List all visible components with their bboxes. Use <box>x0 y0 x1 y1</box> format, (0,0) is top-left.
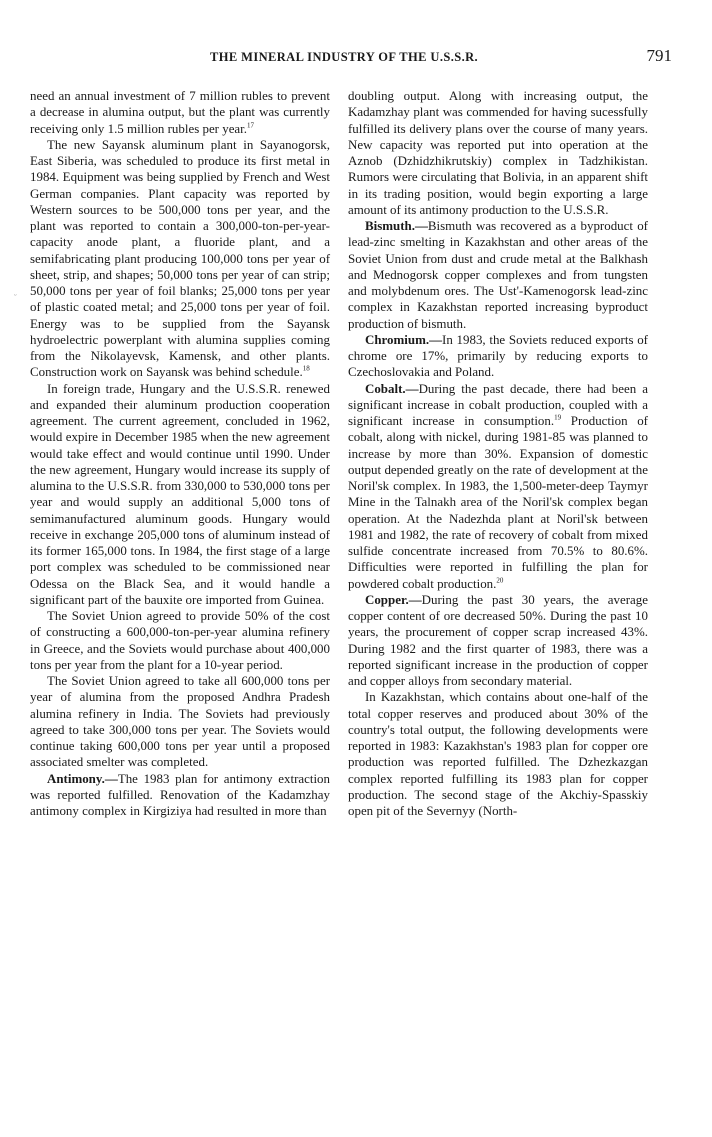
page-header <box>30 46 672 72</box>
footnote-ref: 19 <box>554 413 562 422</box>
paragraph <box>348 592 648 690</box>
margin-mark: ᵕ <box>14 290 17 300</box>
left-column <box>30 88 330 819</box>
paragraph-text: During the past 30 years, the average copper content of ore decreased 50%. During the past 10 years, the procurement of copper scrap increased 43%. During 1982 and the first quarter of 1983, there was a reported significant increase in the production of copper and copper alloys from secondary material. <box>348 591 648 688</box>
paragraph <box>348 381 648 592</box>
paragraph-text: Bismuth was recovered as a byproduct of lead-zinc smelting in Kazakhstan and other areas of the Soviet Union from dust and crude metal at the Balkhash and Mednogorsk copper complexes and from tungsten and molybdenum ores. The Ust'-Kamenogorsk lead-zinc complex in Kazakhstan reported increasing byproduct production of bismuth. <box>348 218 648 331</box>
section-lead-cobalt: Cobalt.— <box>365 380 419 396</box>
paragraph: The Soviet Union agreed to provide 50% of the cost of constructing a 600,000-ton-per-year alumina refinery in Greece, and the Soviets would purchase about 400,000 tons per year from the plant for a 10-year period. <box>30 608 330 672</box>
paragraph: In Kazakhstan, which contains about one-half of the total copper reserves and produced about 30% of the country's total output, the following developments were reported in 1983: Kazakhstan's 1983 plan for copper ore production was reported fulfilled. The Dzhezkazgan complex reported fulfilling its 1983 plan for copper production. The second stage of the Akchiy-Spasskiy open pit of the Severnyy (North- <box>348 689 648 818</box>
footnote-ref: 18 <box>302 364 310 373</box>
paragraph-text: The 1983 plan for antimony extraction was reported fulfilled. Renovation of the Kadamzhay antimony complex in Kirgiziya had resulted in more than <box>30 770 330 818</box>
paragraph: The Soviet Union agreed to take all 600,000 tons per year of alumina from the proposed Andhra Pradesh alumina refinery in India. The Soviets had previously agreed to take 300,000 tons per year. The Soviets would continue taking 600,000 tons per year until a proposed associated smelter was completed. <box>30 673 330 770</box>
right-column <box>348 88 648 819</box>
section-lead-bismuth: Bismuth.— <box>365 218 428 233</box>
footnote-ref: 17 <box>247 121 255 130</box>
running-title: THE MINERAL INDUSTRY OF THE U.S.S.R. <box>210 50 479 64</box>
section-lead-copper: Copper.— <box>365 591 422 607</box>
paragraph <box>348 218 648 332</box>
section-lead-antimony: Antimony.— <box>47 770 118 786</box>
paragraph <box>30 88 330 137</box>
paragraph <box>348 332 648 381</box>
paragraph-text: Production of cobalt, along with nickel, during 1981-85 was planned to increase by more than 30%. Expansion of domestic output depended greatly on the rate of development at the Noril'sk complex. In 1983, the 1,500-meter-deep Taymyr Mine in the Talnakh area of the Noril'sk complex began operation. At the Nadezhda plant at Noril'sk between 1981 and 1982, the rate of recovery of cobalt from mixed sulfide concentrate increased from 70.5% to 80.6%. Difficulties were reported in fulfilling the plan for powdered cobalt production. <box>348 413 648 591</box>
paragraph-text: During the past decade, there had been a significant increase in cobalt production, coupled with a significant increase in consumption. <box>348 380 648 428</box>
paragraph: In foreign trade, Hungary and the U.S.S.R. renewed and expanded their aluminum production cooperation agreement. The current agreement, concluded in 1962, would expire in December 1985 when the new agreement would take effect and would continue until 1990. Under the new agreement, Hungary would increase its supply of alumina to the U.S.S.R. from 330,000 to 530,000 tons per year and would supply an additional 5,000 tons of semimanufactured aluminum goods. Hungary would receive in exchange 205,000 tons of aluminum instead of its former 165,000 tons. In 1984, the first stage of a large port complex was scheduled to be commissioned near Odessa on the Black Sea, and it would handle a significant part of the bauxite ore imported from Guinea. <box>30 380 330 607</box>
paragraph <box>30 771 330 820</box>
paragraph-text: The new Sayansk aluminum plant in Sayanogorsk, East Siberia, was scheduled to produce its first metal in 1984. Equipment was being supplied by French and West German companies. Plant capacity was reported by Western sources to be 500,000 tons per year, and the plant was reported to contain a 300,000-ton-per-year-capacity anode plant, a fluoride plant, and a semifabricating plant producing 100,000 tons per year of sheet, strip, and shapes; 50,000 tons per year of can strip; 50,000 tons per year of foil blanks; 25,000 tons per year of plastic coated metal; and 25,000 tons per year of foil. Energy was to be supplied from the Sayansk hydroelectric powerplant with alumina supplies coming from the Nikolayevsk, Kamensk, and other plants. Construction work on Sayansk was behind schedule. <box>30 136 330 380</box>
paragraph-text: In 1983, the Soviets reduced exports of chrome ore 17%, primarily by reducing exports to Czechoslovakia and Poland. <box>348 331 648 380</box>
paragraph <box>30 137 330 381</box>
section-lead-chromium: Chromium.— <box>365 331 443 347</box>
paragraph: doubling output. Along with increasing output, the Kadamzhay plant was commended for having sucessfully fulfilled its delivery plans over the course of many years. New capacity was reported put into operation at the Aznob (Dzhidzhikrutskiy) complex in Tadzhikistan. Rumors were circulating that Bolivia, in an apparent shift in its trading position, would begin exporting a large amount of its antimony production to the U.S.S.R. <box>348 88 648 217</box>
paragraph-text: need an annual investment of 7 million rubles to prevent a decrease in alumina output, but the plant was currently receiving only 1.5 million rubles per year. <box>30 88 330 136</box>
footnote-ref: 20 <box>496 576 504 585</box>
page-number: 791 <box>646 46 672 65</box>
